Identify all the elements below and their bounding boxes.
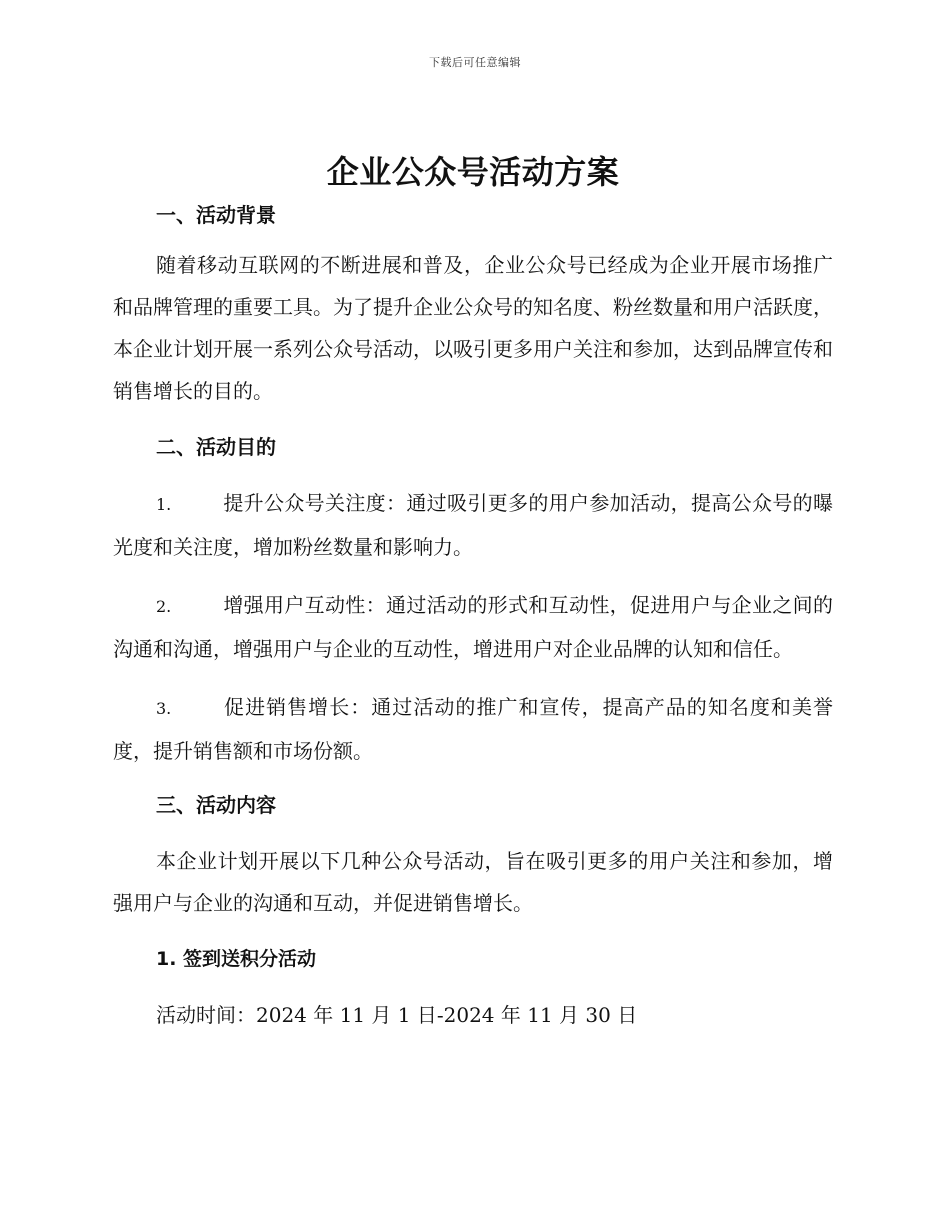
purpose-item-number: 1.: [156, 495, 172, 514]
activity-heading-checkin: 1. 签到送积分活动: [156, 948, 317, 970]
document-body: [113, 150, 833, 1036]
background-paragraph: 随着移动互联网的不断进展和普及，企业公众号已经成为企业开展市场推广和品牌管理的重要工具。为了提升企业公众号的知名度、粉丝数量和用户活跃度，本企业计划开展一系列公众号活动，以吸引更多用户关注和参加，达到品牌宣传和销售增长的目的。: [113, 253, 833, 403]
purpose-item-text: 提升公众号关注度：通过吸引更多的用户参加活动，提高公众号的曝光度和关注度，增加粉丝数量和影响力。: [113, 491, 833, 559]
purpose-item-3: [113, 686, 833, 772]
purpose-item-number: 2.: [156, 597, 172, 616]
purpose-item-number: 3.: [156, 699, 172, 718]
purpose-item-1: [113, 482, 833, 568]
purpose-item-text: 促进销售增长：通过活动的推广和宣传，提高产品的知名度和美誉度，提升销售额和市场份额。: [113, 695, 833, 763]
purpose-item-2: [113, 584, 833, 670]
purpose-item-text: 增强用户互动性：通过活动的形式和互动性，促进用户与企业之间的沟通和沟通，增强用户与企业的互动性，增进用户对企业品牌的认知和信任。: [113, 593, 833, 661]
section-heading-background: 一、活动背景: [156, 203, 276, 227]
header-note: 下载后可任意编辑: [429, 56, 521, 69]
document-title: 企业公众号活动方案: [326, 153, 620, 191]
section-heading-content: 三、活动内容: [156, 793, 276, 817]
section-heading-purpose: 二、活动目的: [156, 435, 276, 459]
activity-time: 活动时间：2024 年 11 月 1 日-2024 年 11 月 30 日: [156, 1003, 638, 1027]
content-paragraph: 本企业计划开展以下几种公众号活动，旨在吸引更多的用户关注和参加，增强用户与企业的沟通和互动，并促进销售增长。: [113, 849, 833, 915]
